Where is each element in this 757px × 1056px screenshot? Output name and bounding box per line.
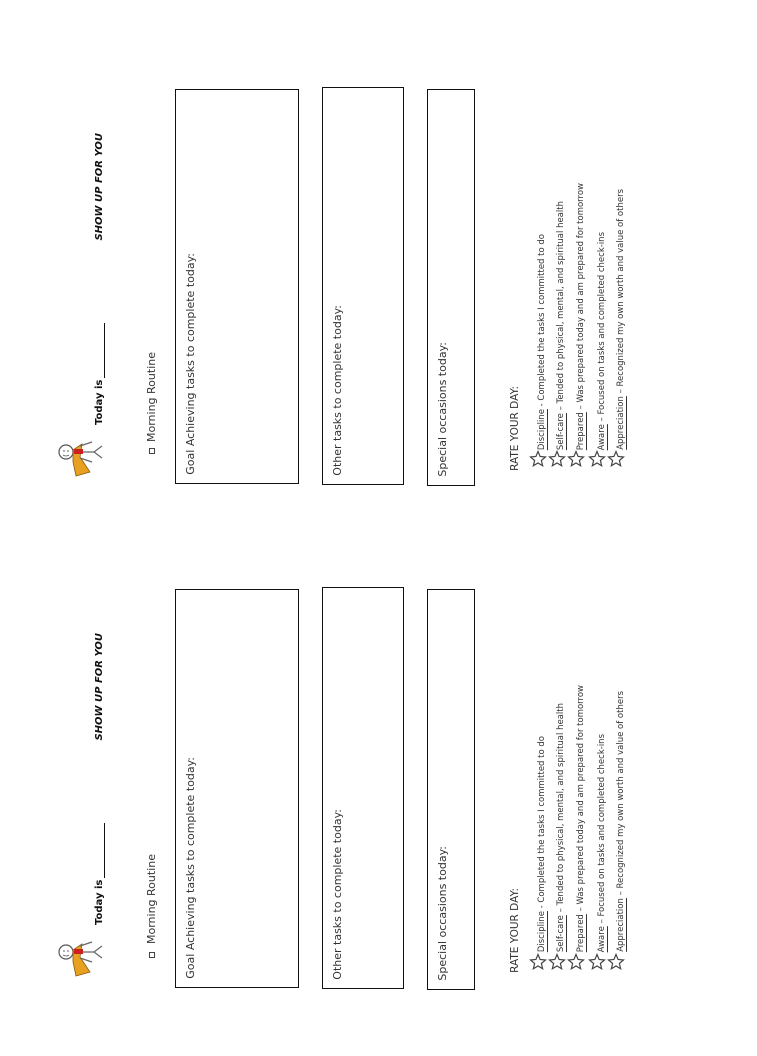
star-outline-icon[interactable]	[607, 450, 625, 468]
star-outline-icon[interactable]	[548, 953, 566, 971]
rating-item-self-care: Self-care – Tended to physical, mental, and spiritual health	[556, 200, 566, 450]
star-outline-icon[interactable]	[529, 450, 547, 468]
rate-your-day-title: RATE YOUR DAY:	[509, 888, 521, 973]
rating-item-discipline: Discipline - Completed the tasks I committed to do	[537, 735, 547, 952]
date-field[interactable]	[94, 320, 105, 425]
planner-copy-bottom	[0, 500, 757, 1028]
star-outline-icon[interactable]	[567, 450, 585, 468]
star-outline-icon[interactable]	[588, 953, 606, 971]
checkbox-morning-routine[interactable]	[149, 448, 155, 454]
other-tasks-label: Other tasks to complete today:	[331, 809, 344, 980]
date-label: Today is	[94, 879, 105, 925]
tagline: SHOW UP FOR YOU	[94, 633, 105, 741]
date-blank-line[interactable]	[104, 323, 105, 378]
star-outline-icon[interactable]	[548, 450, 566, 468]
star-outline-icon[interactable]	[529, 953, 547, 971]
special-occasions-label: Special occasions today:	[436, 342, 449, 477]
other-tasks-label: Other tasks to complete today:	[331, 305, 344, 476]
special-occasions-box[interactable]	[427, 89, 475, 486]
other-tasks-box[interactable]	[322, 587, 404, 989]
checklist-item-morning-routine: Morning Routine	[145, 352, 158, 442]
star-outline-icon[interactable]	[567, 953, 585, 971]
goal-tasks-label: Goal Achieving tasks to complete today:	[184, 253, 197, 475]
rating-item-prepared: Prepared – Was prepared today and am prepared for tomorrow	[576, 182, 586, 450]
tagline: SHOW UP FOR YOU	[94, 133, 105, 241]
goal-tasks-box[interactable]	[175, 89, 299, 484]
date-label: Today is	[94, 379, 105, 425]
star-outline-icon[interactable]	[607, 953, 625, 971]
goal-tasks-box[interactable]	[175, 589, 299, 988]
special-occasions-label: Special occasions today:	[436, 846, 449, 981]
rating-item-discipline: Discipline - Completed the tasks I committed to do	[537, 233, 547, 450]
date-field[interactable]	[94, 820, 105, 925]
rating-item-self-care: Self-care – Tended to physical, mental, and spiritual health	[556, 702, 566, 952]
star-outline-icon[interactable]	[588, 450, 606, 468]
rating-item-appreciation: Appreciation – Recognized my own worth and value of others	[616, 691, 626, 952]
superhero-stick-figure-icon	[50, 932, 110, 992]
checkbox-morning-routine[interactable]	[149, 952, 155, 958]
date-blank-line[interactable]	[104, 823, 105, 878]
superhero-stick-figure-icon	[50, 432, 110, 492]
checklist-item-morning-routine: Morning Routine	[145, 854, 158, 944]
rating-item-appreciation: Appreciation – Recognized my own worth and value of others	[616, 189, 626, 450]
rate-your-day-title: RATE YOUR DAY:	[509, 386, 521, 471]
goal-tasks-label: Goal Achieving tasks to complete today:	[184, 757, 197, 979]
special-occasions-box[interactable]	[427, 589, 475, 990]
rating-item-aware: Aware – Focused on tasks and completed check-ins	[597, 733, 607, 952]
other-tasks-box[interactable]	[322, 87, 404, 485]
rating-item-aware: Aware – Focused on tasks and completed check-ins	[597, 231, 607, 450]
rating-item-prepared: Prepared – Was prepared today and am prepared for tomorrow	[576, 684, 586, 952]
